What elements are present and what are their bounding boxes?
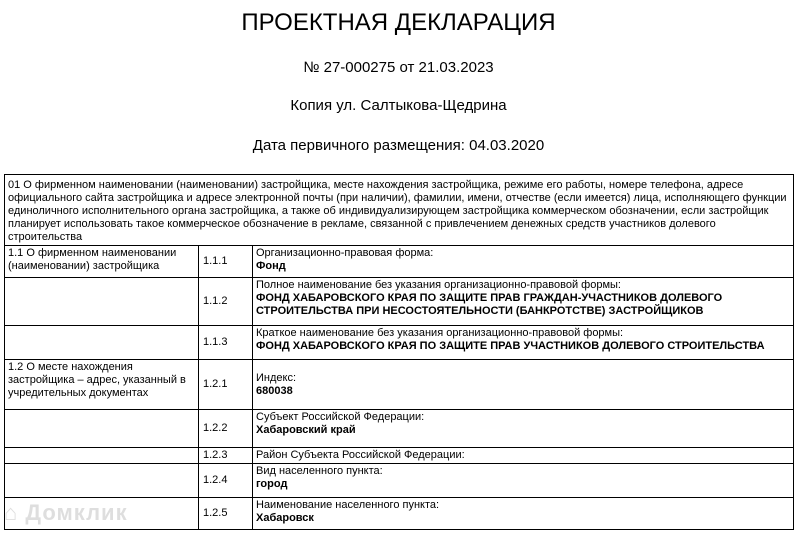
empty-cell [5,448,199,464]
row-label: Полное наименование без указания организационно-правовой формы: [256,279,621,291]
row-value: Фонд [256,260,286,272]
row-code: 1.2.5 [199,498,253,530]
empty-cell [5,410,199,448]
domclick-logo-icon: ⌂ [4,500,19,525]
table-row [5,278,794,326]
section-1-1: 1.1 О фирменном наименовании (наименовании) застройщика [5,246,199,278]
empty-cell [5,326,199,360]
row-code: 1.2.3 [199,448,253,464]
row-value: Хабаровск [256,512,314,524]
row-code: 1.2.2 [199,410,253,448]
row-content [253,498,794,530]
table-row [5,448,794,464]
row-label: Индекс: [256,371,297,384]
section-1-2: 1.2 О месте нахождения застройщика – адрес, указанный в учредительных документах [5,360,199,410]
empty-cell [5,278,199,326]
row-code: 1.1.2 [199,278,253,326]
row-label: Наименование населенного пункта: [256,499,440,511]
row-content [253,326,794,360]
empty-cell [5,464,199,498]
intro-text: 01 О фирменном наименовании (наименовании) застройщика, месте нахождения застройщика, режиме его работы, номере телефона, адресе официального сайта застройщика и адресе электронной почты (при наличии), фамилии, имени, отчестве (если имеется) лица, исполняющего функции единоличного исполнительного органа застройщика, а также об индивидуализирующем застройщика коммерческом обозначении, если застройщик планирует использовать такое коммерческое обозначение в рекламе, связанной с привлечением денежных средств участников долевого строительства [5,175,794,246]
row-code: 1.1.1 [199,246,253,278]
table-row [5,464,794,498]
table-row [5,246,794,278]
row-content [253,464,794,498]
row-content [253,360,794,410]
row-label: Организационно-правовая форма: [256,247,434,259]
row-label: Район Субъекта Российской Федерации: [256,449,465,461]
table-row [5,326,794,360]
row-value: 680038 [256,384,293,397]
watermark-text: Домклик [25,500,128,525]
declaration-number: № 27-000275 от 21.03.2023 [303,59,494,76]
row-value: Хабаровский край [256,424,356,436]
row-label: Вид населенного пункта: [256,465,383,477]
row-label: Субъект Российской Федерации: [256,411,425,423]
table-row [5,410,794,448]
copy-label: Копия ул. Салтыкова-Щедрина [290,97,507,114]
table-row [5,360,794,410]
row-label: Краткое наименование без указания организационно-правовой формы: [256,327,624,339]
row-value: ФОНД ХАБАРОВСКОГО КРАЯ ПО ЗАЩИТЕ ПРАВ УЧАСТНИКОВ ДОЛЕВОГО СТРОИТЕЛЬСТВА [256,340,765,352]
row-code: 1.2.1 [199,360,253,410]
document-title: ПРОЕКТНАЯ ДЕКЛАРАЦИЯ [241,9,556,36]
row-content [253,448,794,464]
row-content [253,410,794,448]
row-code: 1.2.4 [199,464,253,498]
intro-row [5,175,794,246]
row-content [253,246,794,278]
row-value: ФОНД ХАБАРОВСКОГО КРАЯ ПО ЗАЩИТЕ ПРАВ ГРАЖДАН-УЧАСТНИКОВ ДОЛЕВОГО СТРОИТЕЛЬСТВА ПРИ НЕСОСТОЯТЕЛЬНОСТИ (БАНКРОТСТВЕ) ЗАСТРОЙЩИКОВ [256,292,723,317]
row-code: 1.1.3 [199,326,253,360]
watermark [4,500,128,526]
first-published-date: Дата первичного размещения: 04.03.2020 [252,137,545,154]
row-content [253,278,794,326]
declaration-table [4,174,794,530]
row-value: город [256,478,288,490]
